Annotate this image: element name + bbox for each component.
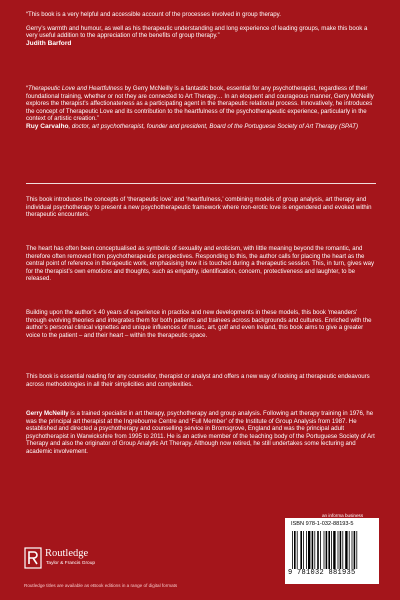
author-bio-body: is a trained specialist in art therapy, psychotherapy and group analysis. Following art therapy training in 1976, he was the principal art therapist at the Ingrebourne Centre and ‘Full Member’ of the Institute of Group Analysis from 1987. He established and directed a psychotherapy and counselling service in Bromsgrove, England and was the principal adult psychotherapist in Warwickshire from 1995 to 2011. He is an active member of the teaching body of the Portuguese Society of Art Therapy and also the originator of Group Analytic Art Therapy. Although now retired, he still undertakes some lecturing and academic involvement. [26,410,375,455]
description-para-3-text: Building upon the author’s 40 years of experience in practice and new developments in these models, this book ‘meanders’ through evolving theories and integrates them for both patients and trainees across backgrounds and cultures. Enriched with the author’s personal clinical vignettes and unique influences of music, art, golf and even Ireland, this book aims to give a greater voice to the patient – and their heart – within the therapeutic space. [26,309,372,339]
quote-1-body: Gerry’s warmth and humour, as well as his therapeutic understanding and long experience of leading groups, make this book a very useful addition to the appreciation of the benefits of group therapy.” [26,24,368,39]
description-para-2 [26,245,378,283]
barcode-bar [331,531,332,569]
routledge-logo-icon [24,547,42,569]
description-para-4 [26,373,378,388]
description-para-1 [26,196,378,219]
publisher-sub: Taylor & Francis Group [46,561,96,566]
barcode-bar [314,531,315,569]
barcode-bar [340,531,342,569]
isbn-digits: 9 781032 881935 [288,569,356,577]
barcode-bar [338,531,339,569]
barcode-bar [306,531,307,569]
quote-2-book-title: Therapeutic Love and Heartfulness [28,85,123,92]
author-bio-text [26,410,378,455]
barcode-bar [333,531,335,569]
publisher-name: Routledge [45,548,89,559]
barcode-bar [300,531,302,569]
barcode-bar [303,531,304,569]
quote-1-author: Judith Barford [26,39,72,47]
barcode-bar [345,531,347,569]
barcode-bar [324,531,325,569]
quote-1-line: “This book is a very helpful and accessible account of the processes involved in group therapy. [26,11,281,18]
quote-2-text [26,85,378,123]
description-para-4-text: This book is essential reading for any counsellor, therapist or analyst and offers a new way of looking at therapeutic endeavours across methodologies in all their simplicities and complexities. [26,373,370,388]
barcode-bar [308,531,310,569]
informa-tagline: an informa business [322,513,364,518]
divider [26,183,376,184]
quote-2 [26,85,378,131]
barcode-bar [320,531,321,569]
barcode-bar [354,531,356,569]
isbn-barcode-box [285,518,379,584]
quote-2-author-title: , doctor, art psychotherapist, founder and president, Board of the Portuguese Society of Art Therapy (SPAT) [68,122,359,130]
barcode-bar [356,531,357,569]
publisher-logo [24,545,144,575]
barcode-bar [312,531,314,569]
barcode-bar [294,531,296,569]
quote-2-attribution [26,123,378,131]
isbn-label: ISBN 978-1-032-88193-5 [291,521,354,527]
barcode-bar [349,531,350,569]
barcode-bar [328,531,330,569]
description-para-2-text: The heart has often been conceptualised as symbolic of sexuality and eroticism, with little meaning beyond the romantic, and therefore often removed from psychotherapeutic perspectives. Responding to this, the author calls for placing the heart as the central point of reference in therapeutic work, emphasising how it is touched during a therapeutic session. This, in turn, gives way for the therapist’s own emotions and thoughts, such as empathy, identification, concern, protectiveness and laughter, to be released. [26,245,375,282]
footer-note: Routledge titles are available as eBook editions in a range of digital formats [24,583,178,588]
quote-2-body: by Gerry McNeilly is a fantastic book, essential for any psychotherapist, regardless of their foundational training, whether or not they are connected to Art Therapy… In an eloquent and courageous manner, Gerry McNeilly explores the therapist’s affectionateness as a participating agent in the therapeutic relational process. Innovatively, he introduces the concept of Therapeutic Love and its contribution to the heartfulness of the psychotherapeutic experience, particularly in the context of artistic creation.” [26,85,374,122]
barcode-bar [297,531,298,569]
barcode-bar [342,531,343,569]
description-para-3 [26,309,378,339]
barcode-bar [292,531,293,569]
description-para-1-text: This book introduces the concepts of ‘therapeutic love’ and ‘heartfulness,’ combining models of group analysis, art therapy and individual psychotherapy to present a new psychotherapeutic framework where non-erotic love is engendered and evoked within therapeutic encounters. [26,196,372,218]
author-bio [26,410,378,455]
barcode-bar [352,531,353,569]
quote-1 [26,11,378,48]
quote-2-open: “ [26,85,29,92]
author-name: Gerry McNeilly [26,410,69,417]
barcode-bar [317,531,319,569]
barcode-icon [291,531,373,569]
quote-2-author: Ruy Carvalho [26,122,69,130]
barcode-bar [326,531,328,569]
